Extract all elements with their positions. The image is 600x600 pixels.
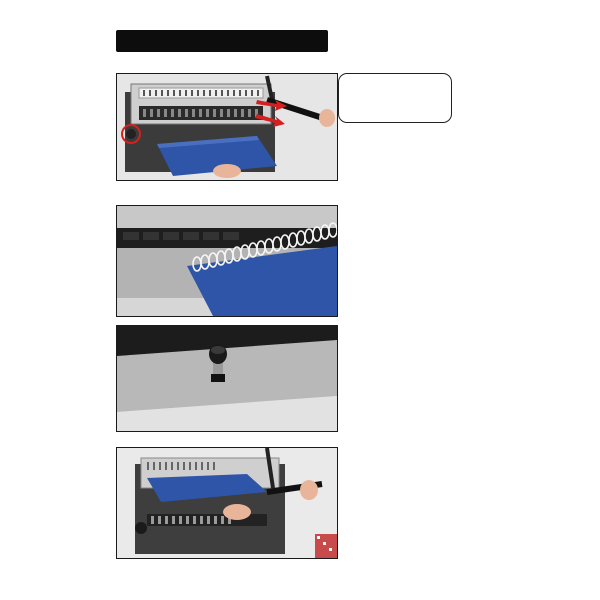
wire-ring-paper-closeup-photo	[117, 206, 337, 316]
closing-wire-ring-photo	[117, 448, 337, 558]
step-2-photo	[116, 205, 338, 317]
step-4-photo	[116, 447, 338, 559]
ring-size-selector-knob-photo	[117, 326, 337, 431]
step-3-photo	[116, 325, 338, 432]
section-title-bar	[116, 30, 328, 52]
step-1-photo	[116, 73, 338, 181]
attention-note-box	[338, 73, 452, 123]
binding-machine-punching-photo	[117, 74, 337, 180]
